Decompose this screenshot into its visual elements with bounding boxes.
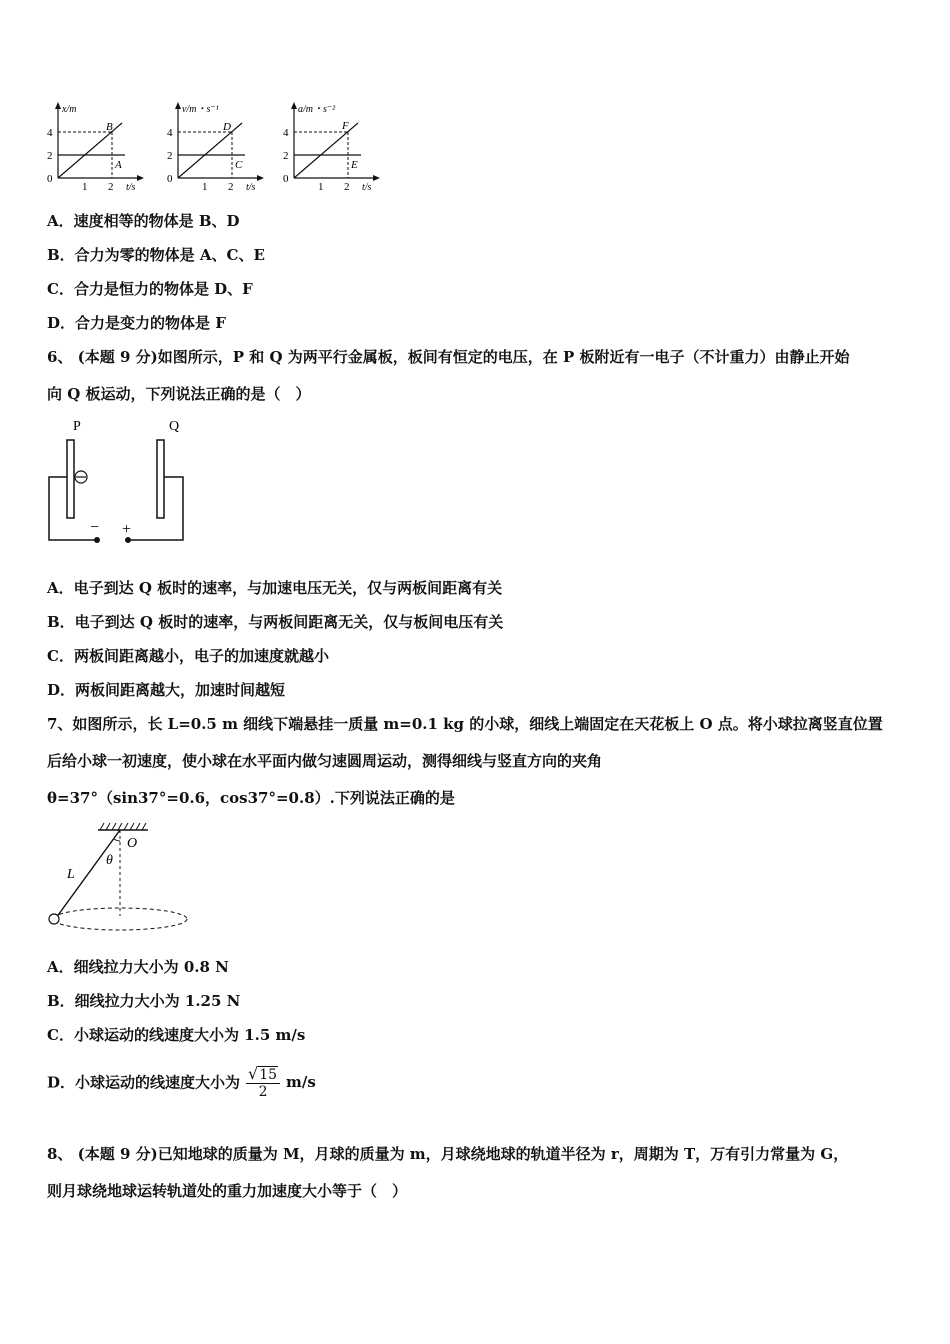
ball xyxy=(49,914,59,924)
q7-stem-line1: 7、如图所示，长 L=0.5 m 细线下端悬挂一质量 m=0.1 kg 的小球，细线上端固定在天花板上 O 点。将小球拉离竖直位置 xyxy=(47,715,883,733)
graph-ylabel: x/m xyxy=(62,104,77,115)
q6-stem-line1: 6、 (本题 9 分)如图所示，P 和 Q 为两平行金属板，板间有恒定的电压，在 P 板附近有一电子（不计重力）由静止开始 xyxy=(47,348,850,366)
q7-option-a: A．细线拉力大小为 0.8 N xyxy=(47,958,229,976)
q5-option-b: B．合力为零的物体是 A、C、E xyxy=(47,246,265,264)
plus-terminal-label: + xyxy=(122,521,132,538)
q7-stem-line2: 后给小球一初速度，使小球在水平面内做匀速圆周运动，测得细线与竖直方向的夹角 xyxy=(47,752,603,770)
svg-text:1: 1 xyxy=(318,181,324,193)
q7-option-d-prefix: D．小球运动的线速度大小为 xyxy=(47,1073,241,1092)
circular-path xyxy=(53,908,187,930)
plate-p xyxy=(67,440,74,518)
svg-text:2: 2 xyxy=(108,181,114,193)
graph-point-label: C xyxy=(235,159,243,171)
q6-option-b: B．电子到达 Q 板时的速率，与两板间距离无关，仅与板间电压有关 xyxy=(47,613,504,631)
length-l-label: L xyxy=(67,867,75,882)
string-line xyxy=(56,830,120,918)
q7-pendulum-figure xyxy=(40,818,200,938)
q8-stem-line2: 则月球绕地球运转轨道处的重力加速度大小等于（ ） xyxy=(47,1182,408,1200)
svg-text:t/s: t/s xyxy=(246,182,256,193)
q8-stem-line1: 8、 (本题 9 分)已知地球的质量为 M，月球的质量为 m，月球绕地球的轨道半径为 r，周期为 T，万有引力常量为 G， xyxy=(47,1145,849,1163)
q6-option-d: D．两板间距离越大，加速时间越短 xyxy=(47,681,286,699)
graph-line-label: F xyxy=(342,120,349,132)
svg-text:0: 0 xyxy=(47,173,53,185)
svg-text:4: 4 xyxy=(47,127,53,139)
graph-ylabel: v/m・s⁻¹ xyxy=(182,104,219,115)
svg-text:2: 2 xyxy=(283,150,289,162)
graph-line-label: D xyxy=(223,121,231,133)
svg-text:4: 4 xyxy=(283,127,289,139)
graph-x-t xyxy=(40,100,150,195)
q6-option-a: A．电子到达 Q 板时的速率，与加速电压无关，仅与两板间距离有关 xyxy=(47,579,503,597)
q5-option-c: C．合力是恒力的物体是 D、F xyxy=(47,280,253,298)
plate-q-label: Q xyxy=(169,419,180,434)
graph-v-t xyxy=(160,100,270,195)
svg-text:2: 2 xyxy=(228,181,234,193)
svg-text:0: 0 xyxy=(167,173,173,185)
plate-q xyxy=(157,440,164,518)
q6-stem-line2: 向 Q 板运动，下列说法正确的是（ ） xyxy=(47,385,311,403)
minus-terminal-label: − xyxy=(90,519,100,536)
svg-text:2: 2 xyxy=(47,150,53,162)
plate-p-label: P xyxy=(73,419,81,434)
svg-text:1: 1 xyxy=(82,181,88,193)
q7-option-b: B．细线拉力大小为 1.25 N xyxy=(47,992,241,1010)
svg-text:t/s: t/s xyxy=(126,182,136,193)
svg-text:4: 4 xyxy=(167,127,173,139)
svg-text:1: 1 xyxy=(202,181,208,193)
svg-text:2: 2 xyxy=(344,181,350,193)
q5-option-a: A．速度相等的物体是 B、D xyxy=(47,212,240,230)
q5-option-d: D．合力是变力的物体是 F xyxy=(47,314,226,332)
q7-option-c: C．小球运动的线速度大小为 1.5 m/s xyxy=(47,1026,306,1044)
graph-point-label: A xyxy=(115,159,122,171)
q6-option-c: C．两板间距离越小，电子的加速度就越小 xyxy=(47,647,329,665)
svg-text:0: 0 xyxy=(283,173,289,185)
graph-ylabel: a/m・s⁻² xyxy=(298,104,336,115)
graph-a-t xyxy=(276,100,386,195)
q7-option-d-unit: m/s xyxy=(286,1073,316,1091)
q7-stem-line3: θ=37°（sin37°=0.6，cos37°=0.8）.下列说法正确的是 xyxy=(47,789,455,807)
q7-option-d xyxy=(47,1064,316,1100)
point-o-label: O xyxy=(127,836,138,851)
q6-capacitor-figure xyxy=(40,412,200,552)
svg-text:t/s: t/s xyxy=(362,182,372,193)
angle-theta-label: θ xyxy=(106,853,113,868)
graph-line-label: B xyxy=(106,121,113,133)
graph-point-label: E xyxy=(351,159,358,171)
svg-text:2: 2 xyxy=(167,150,173,162)
sqrt15-over-2-fraction: $\frac{√15}{2}$ xyxy=(246,1064,280,1100)
